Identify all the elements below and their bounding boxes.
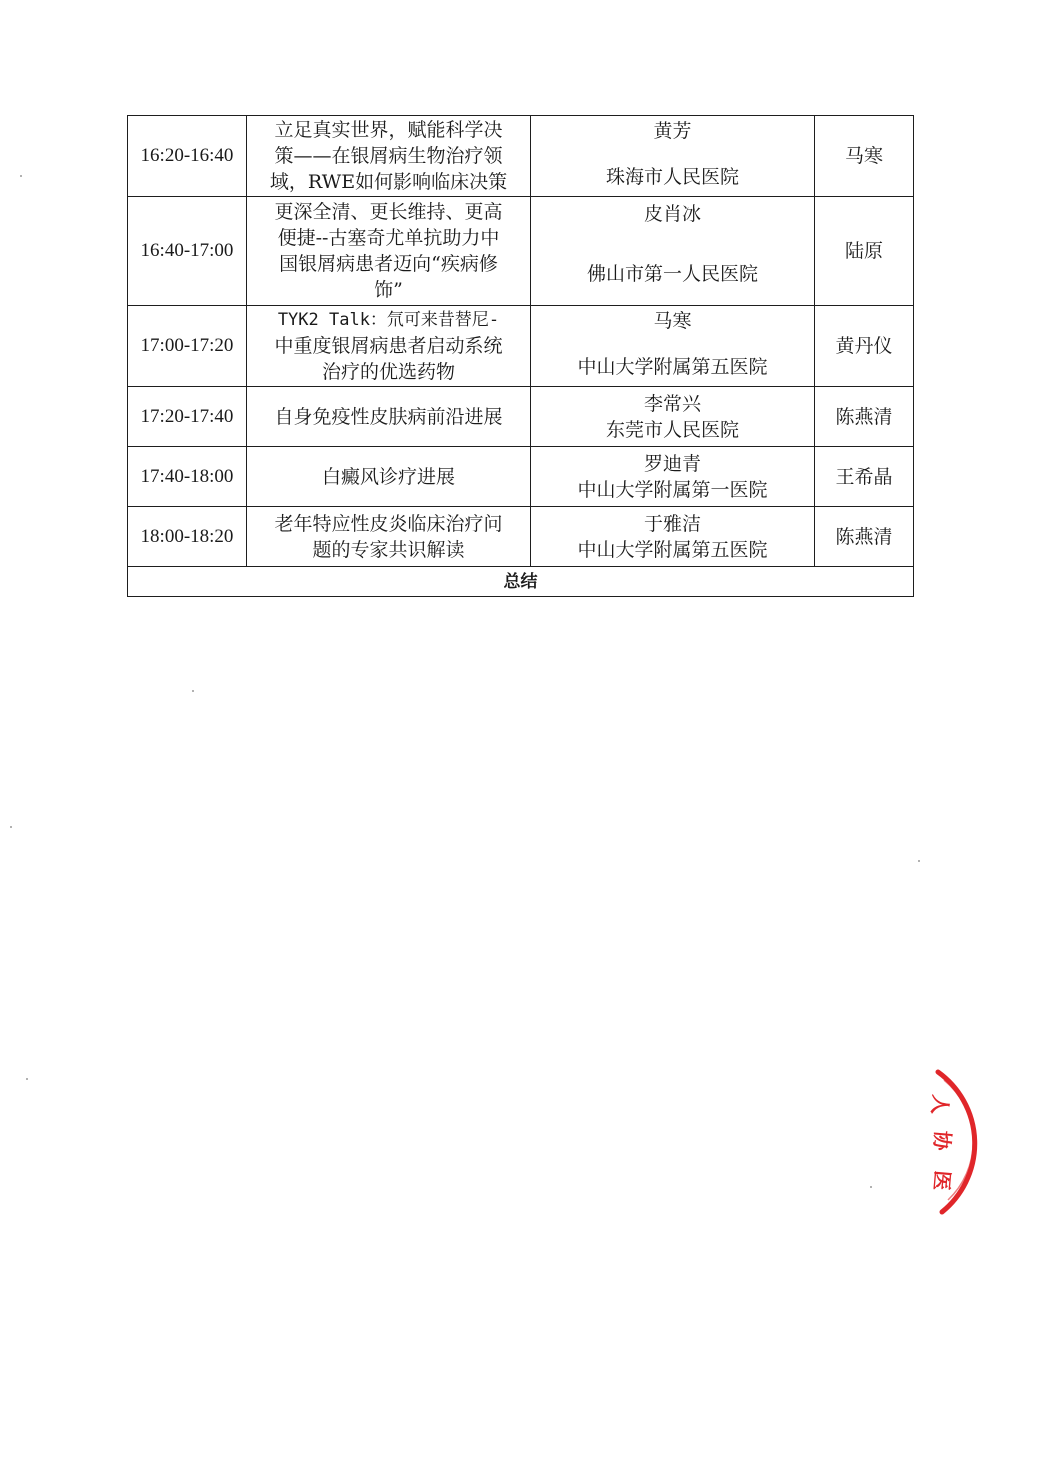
speaker-hospital: 中山大学附属第一医院 bbox=[577, 478, 768, 501]
table-row bbox=[128, 306, 914, 387]
summary-cell: 总结 bbox=[128, 567, 914, 597]
scan-speck bbox=[20, 175, 22, 177]
topic-line: 域，RWE如何影响临床决策 bbox=[269, 171, 508, 193]
topic-line: TYK2 Talk：氘可来昔替尼- bbox=[277, 310, 500, 330]
topic-line: 题的专家共识解读 bbox=[312, 538, 465, 561]
table-row bbox=[128, 507, 914, 567]
summary-row bbox=[128, 567, 914, 597]
host-cell: 陆原 bbox=[815, 197, 914, 306]
speaker-name: 罗迪青 bbox=[643, 452, 701, 475]
topic-line: 白癜风诊疗进展 bbox=[321, 465, 455, 488]
host-cell: 黄丹仪 bbox=[815, 306, 914, 387]
time-cell: 17:00-17:20 bbox=[128, 306, 247, 387]
topic-cell bbox=[247, 197, 531, 306]
speaker-name: 马寒 bbox=[653, 310, 692, 332]
topic-line: 更深全清、更长维持、更高 bbox=[274, 201, 503, 223]
svg-text:协: 协 bbox=[929, 1129, 955, 1152]
topic-line: 治疗的优选药物 bbox=[321, 361, 455, 383]
scan-speck bbox=[26, 1078, 28, 1080]
topic-cell bbox=[247, 507, 531, 567]
topic-line: 自身免疫性皮肤病前沿进展 bbox=[274, 405, 503, 428]
host-cell: 陈燕清 bbox=[815, 387, 914, 447]
time-cell: 16:20-16:40 bbox=[128, 116, 247, 197]
svg-text:医: 医 bbox=[929, 1169, 955, 1192]
topic-line: 策——在银屑病生物治疗领 bbox=[274, 145, 503, 167]
topic-line: 国银屑病患者迈向“疾病修 bbox=[279, 253, 498, 275]
time-cell: 16:40-17:00 bbox=[128, 197, 247, 306]
time-cell: 17:20-17:40 bbox=[128, 387, 247, 447]
table-row bbox=[128, 197, 914, 306]
table-row bbox=[128, 116, 914, 197]
topic-line: 立足真实世界，赋能科学决 bbox=[274, 119, 503, 141]
scan-speck bbox=[870, 1186, 872, 1188]
speaker-cell bbox=[531, 387, 815, 447]
official-seal-stamp bbox=[880, 1050, 1030, 1230]
speaker-name: 于雅洁 bbox=[643, 512, 701, 535]
speaker-hospital: 中山大学附属第五医院 bbox=[577, 356, 768, 378]
table-row bbox=[128, 387, 914, 447]
speaker-hospital: 珠海市人民医院 bbox=[605, 166, 739, 188]
schedule-table bbox=[127, 115, 914, 597]
speaker-name: 李常兴 bbox=[643, 392, 701, 415]
host-cell: 王希晶 bbox=[815, 447, 914, 507]
topic-line: 饰” bbox=[374, 279, 403, 301]
scan-speck bbox=[192, 690, 194, 692]
speaker-cell bbox=[531, 116, 815, 197]
speaker-cell bbox=[531, 447, 815, 507]
topic-cell bbox=[247, 306, 531, 387]
seal-lettering bbox=[927, 1094, 955, 1192]
table-row bbox=[128, 447, 914, 507]
svg-text:人: 人 bbox=[927, 1093, 953, 1116]
topic-cell bbox=[247, 387, 531, 447]
speaker-cell bbox=[531, 197, 815, 306]
speaker-name: 皮肖冰 bbox=[643, 203, 701, 225]
time-cell: 17:40-18:00 bbox=[128, 447, 247, 507]
host-cell: 马寒 bbox=[815, 116, 914, 197]
topic-cell bbox=[247, 447, 531, 507]
speaker-cell bbox=[531, 507, 815, 567]
topic-line: 老年特应性皮炎临床治疗问 bbox=[274, 512, 503, 535]
topic-cell bbox=[247, 116, 531, 197]
speaker-name: 黄芳 bbox=[653, 120, 692, 142]
scan-speck bbox=[918, 860, 920, 862]
host-cell: 陈燕清 bbox=[815, 507, 914, 567]
topic-line: 便捷--古塞奇尤单抗助力中 bbox=[277, 227, 500, 249]
speaker-cell bbox=[531, 306, 815, 387]
speaker-hospital: 佛山市第一人民医院 bbox=[586, 263, 758, 285]
time-cell: 18:00-18:20 bbox=[128, 507, 247, 567]
topic-line: 中重度银屑病患者启动系统 bbox=[274, 335, 503, 357]
speaker-hospital: 中山大学附属第五医院 bbox=[577, 538, 768, 561]
scan-speck bbox=[10, 826, 12, 828]
speaker-hospital: 东莞市人民医院 bbox=[605, 418, 739, 441]
